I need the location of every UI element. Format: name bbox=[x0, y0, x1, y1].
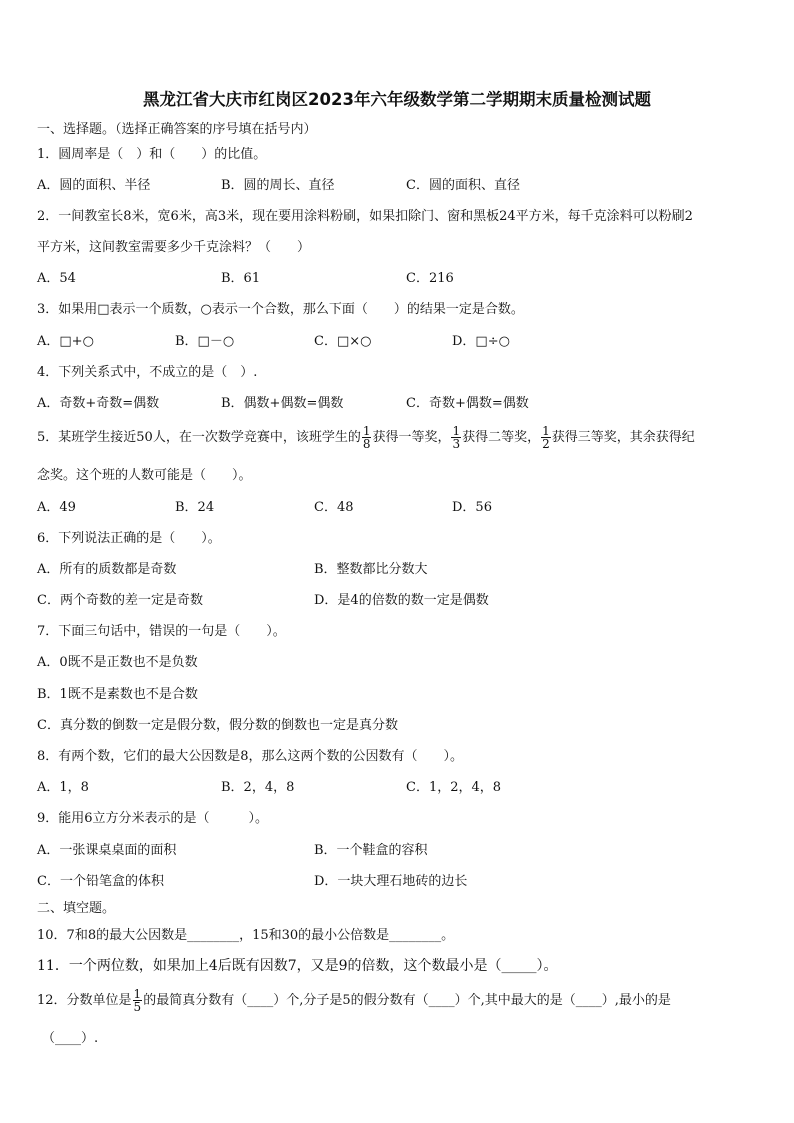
question-1-option-c: C．圆的面积、直径 bbox=[406, 178, 520, 193]
question-6-option-c: C．两个奇数的差一定是奇数 bbox=[37, 593, 203, 608]
question-4-option-a: A．奇数+奇数=偶数 bbox=[37, 396, 160, 411]
question-5-option-b: B．24 bbox=[175, 500, 215, 515]
question-9-option-d: D．一块大理石地砖的边长 bbox=[314, 874, 468, 889]
question-8-stem: 8．有两个数，它们的最大公因数是8，那么这两个数的公因数有（ ）。 bbox=[37, 749, 464, 764]
question-4-stem: 4．下列关系式中，不成立的是（ ）. bbox=[37, 365, 258, 380]
question-5-stem-line2: 念奖。这个班的人数可能是（ ）。 bbox=[37, 468, 252, 483]
question-5-option-a: A．49 bbox=[37, 500, 76, 515]
question-2-stem-line2: 平方米，这间教室需要多少千克涂料？（ ） bbox=[37, 240, 311, 255]
question-3-option-b: B．□－○ bbox=[175, 334, 235, 349]
page-title: 黑龙江省大庆市红岗区2023年六年级数学第二学期期末质量检测试题 bbox=[143, 90, 651, 109]
question-12-text-1: 12．分数单位是 bbox=[37, 993, 132, 1008]
question-8-option-c: C．1，2，4，8 bbox=[406, 780, 502, 795]
question-5-text-1: 5．某班学生接近50人，在一次数学竞赛中，该班学生的 bbox=[37, 430, 361, 445]
fraction-one-half bbox=[541, 425, 551, 450]
fraction-numerator: 1 bbox=[542, 424, 550, 438]
question-1-option-b: B．圆的周长、直径 bbox=[221, 178, 335, 193]
question-3-option-d: D．□÷○ bbox=[452, 334, 510, 349]
question-9-option-b: B．一个鞋盒的容积 bbox=[314, 843, 428, 858]
fraction-one-eighth bbox=[362, 425, 372, 450]
question-7-stem: 7．下面三句话中，错误的一句是（ ）。 bbox=[37, 624, 286, 639]
question-5-text-3: 获得二等奖， bbox=[462, 430, 541, 445]
question-9-stem: 9．能用6立方分米表示的是（ ）。 bbox=[37, 811, 269, 826]
question-10: 10．7和8的最大公因数是________，15和30的最小公倍数是________。 bbox=[37, 928, 455, 943]
section-fill-heading: 二、填空题。 bbox=[37, 901, 116, 916]
question-5-text-2: 获得一等奖， bbox=[372, 430, 451, 445]
question-3-stem: 3．如果用□表示一个质数，○表示一个合数，那么下面（ ）的结果一定是合数。 bbox=[37, 302, 524, 317]
question-7-option-b: B．1既不是素数也不是合数 bbox=[37, 687, 198, 702]
fraction-numerator: 1 bbox=[362, 424, 371, 438]
question-7-option-a: A．0既不是正数也不是负数 bbox=[37, 655, 198, 670]
question-4-option-b: B．偶数+偶数=偶数 bbox=[221, 396, 344, 411]
question-5-option-c: C．48 bbox=[314, 500, 354, 515]
question-8-option-b: B．2，4，8 bbox=[221, 780, 295, 795]
question-2-stem-line1: 2．一间教室长8米，宽6米，高3米，现在要用涂料粉刷，如果扣除门、窗和黑板24平方米，每千克涂料可以粉刷2 bbox=[37, 209, 693, 224]
fraction-one-third bbox=[451, 425, 461, 450]
fraction-numerator: 1 bbox=[133, 987, 142, 1001]
fraction-one-fifth bbox=[133, 988, 143, 1013]
question-6-option-b: B．整数都比分数大 bbox=[314, 562, 428, 577]
question-12-line2: （____）. bbox=[42, 1031, 99, 1046]
question-11: 11．一个两位数，如果加上4后既有因数7，又是9的倍数，这个数最小是（_____）。 bbox=[37, 958, 558, 974]
question-2-option-b: B．61 bbox=[221, 271, 261, 286]
question-7-option-c: C．真分数的倒数一定是假分数，假分数的倒数也一定是真分数 bbox=[37, 718, 398, 733]
question-2-option-c: C．216 bbox=[406, 271, 454, 286]
question-9-option-a: A．一张课桌桌面的面积 bbox=[37, 843, 177, 858]
question-1-option-a: A．圆的面积、半径 bbox=[37, 178, 151, 193]
question-4-option-c: C．奇数+偶数=偶数 bbox=[406, 396, 529, 411]
question-12-line1 bbox=[37, 985, 671, 1017]
question-8-option-a: A．1，8 bbox=[37, 780, 89, 795]
question-6-stem: 6．下列说法正确的是（ ）。 bbox=[37, 531, 221, 546]
question-3-option-c: C．□×○ bbox=[314, 334, 372, 349]
question-5-stem-line1 bbox=[37, 424, 695, 452]
question-6-option-a: A．所有的质数都是奇数 bbox=[37, 562, 177, 577]
fraction-denominator: 2 bbox=[542, 437, 550, 451]
question-9-option-c: C．一个铅笔盒的体积 bbox=[37, 874, 164, 889]
question-1-stem: 1．圆周率是（ ）和（ ）的比值。 bbox=[37, 147, 267, 162]
fraction-denominator: 8 bbox=[362, 437, 371, 451]
question-2-option-a: A．54 bbox=[37, 271, 76, 286]
question-3-option-a: A．□+○ bbox=[37, 334, 94, 349]
fraction-denominator: 3 bbox=[452, 437, 461, 451]
question-5-text-4: 获得三等奖，其余获得纪 bbox=[551, 430, 695, 445]
question-12-text-2: 的最简真分数有（____）个,分子是5的假分数有（____）个,其中最大的是（____）,最小的是 bbox=[143, 993, 671, 1008]
question-6-option-d: D．是4的倍数的数一定是偶数 bbox=[314, 593, 489, 608]
question-5-option-d: D．56 bbox=[452, 500, 492, 515]
section-choice-heading: 一、选择题。（选择正确答案的序号填在括号内） bbox=[37, 122, 317, 137]
fraction-denominator: 5 bbox=[133, 1000, 142, 1014]
fraction-numerator: 1 bbox=[452, 424, 461, 438]
